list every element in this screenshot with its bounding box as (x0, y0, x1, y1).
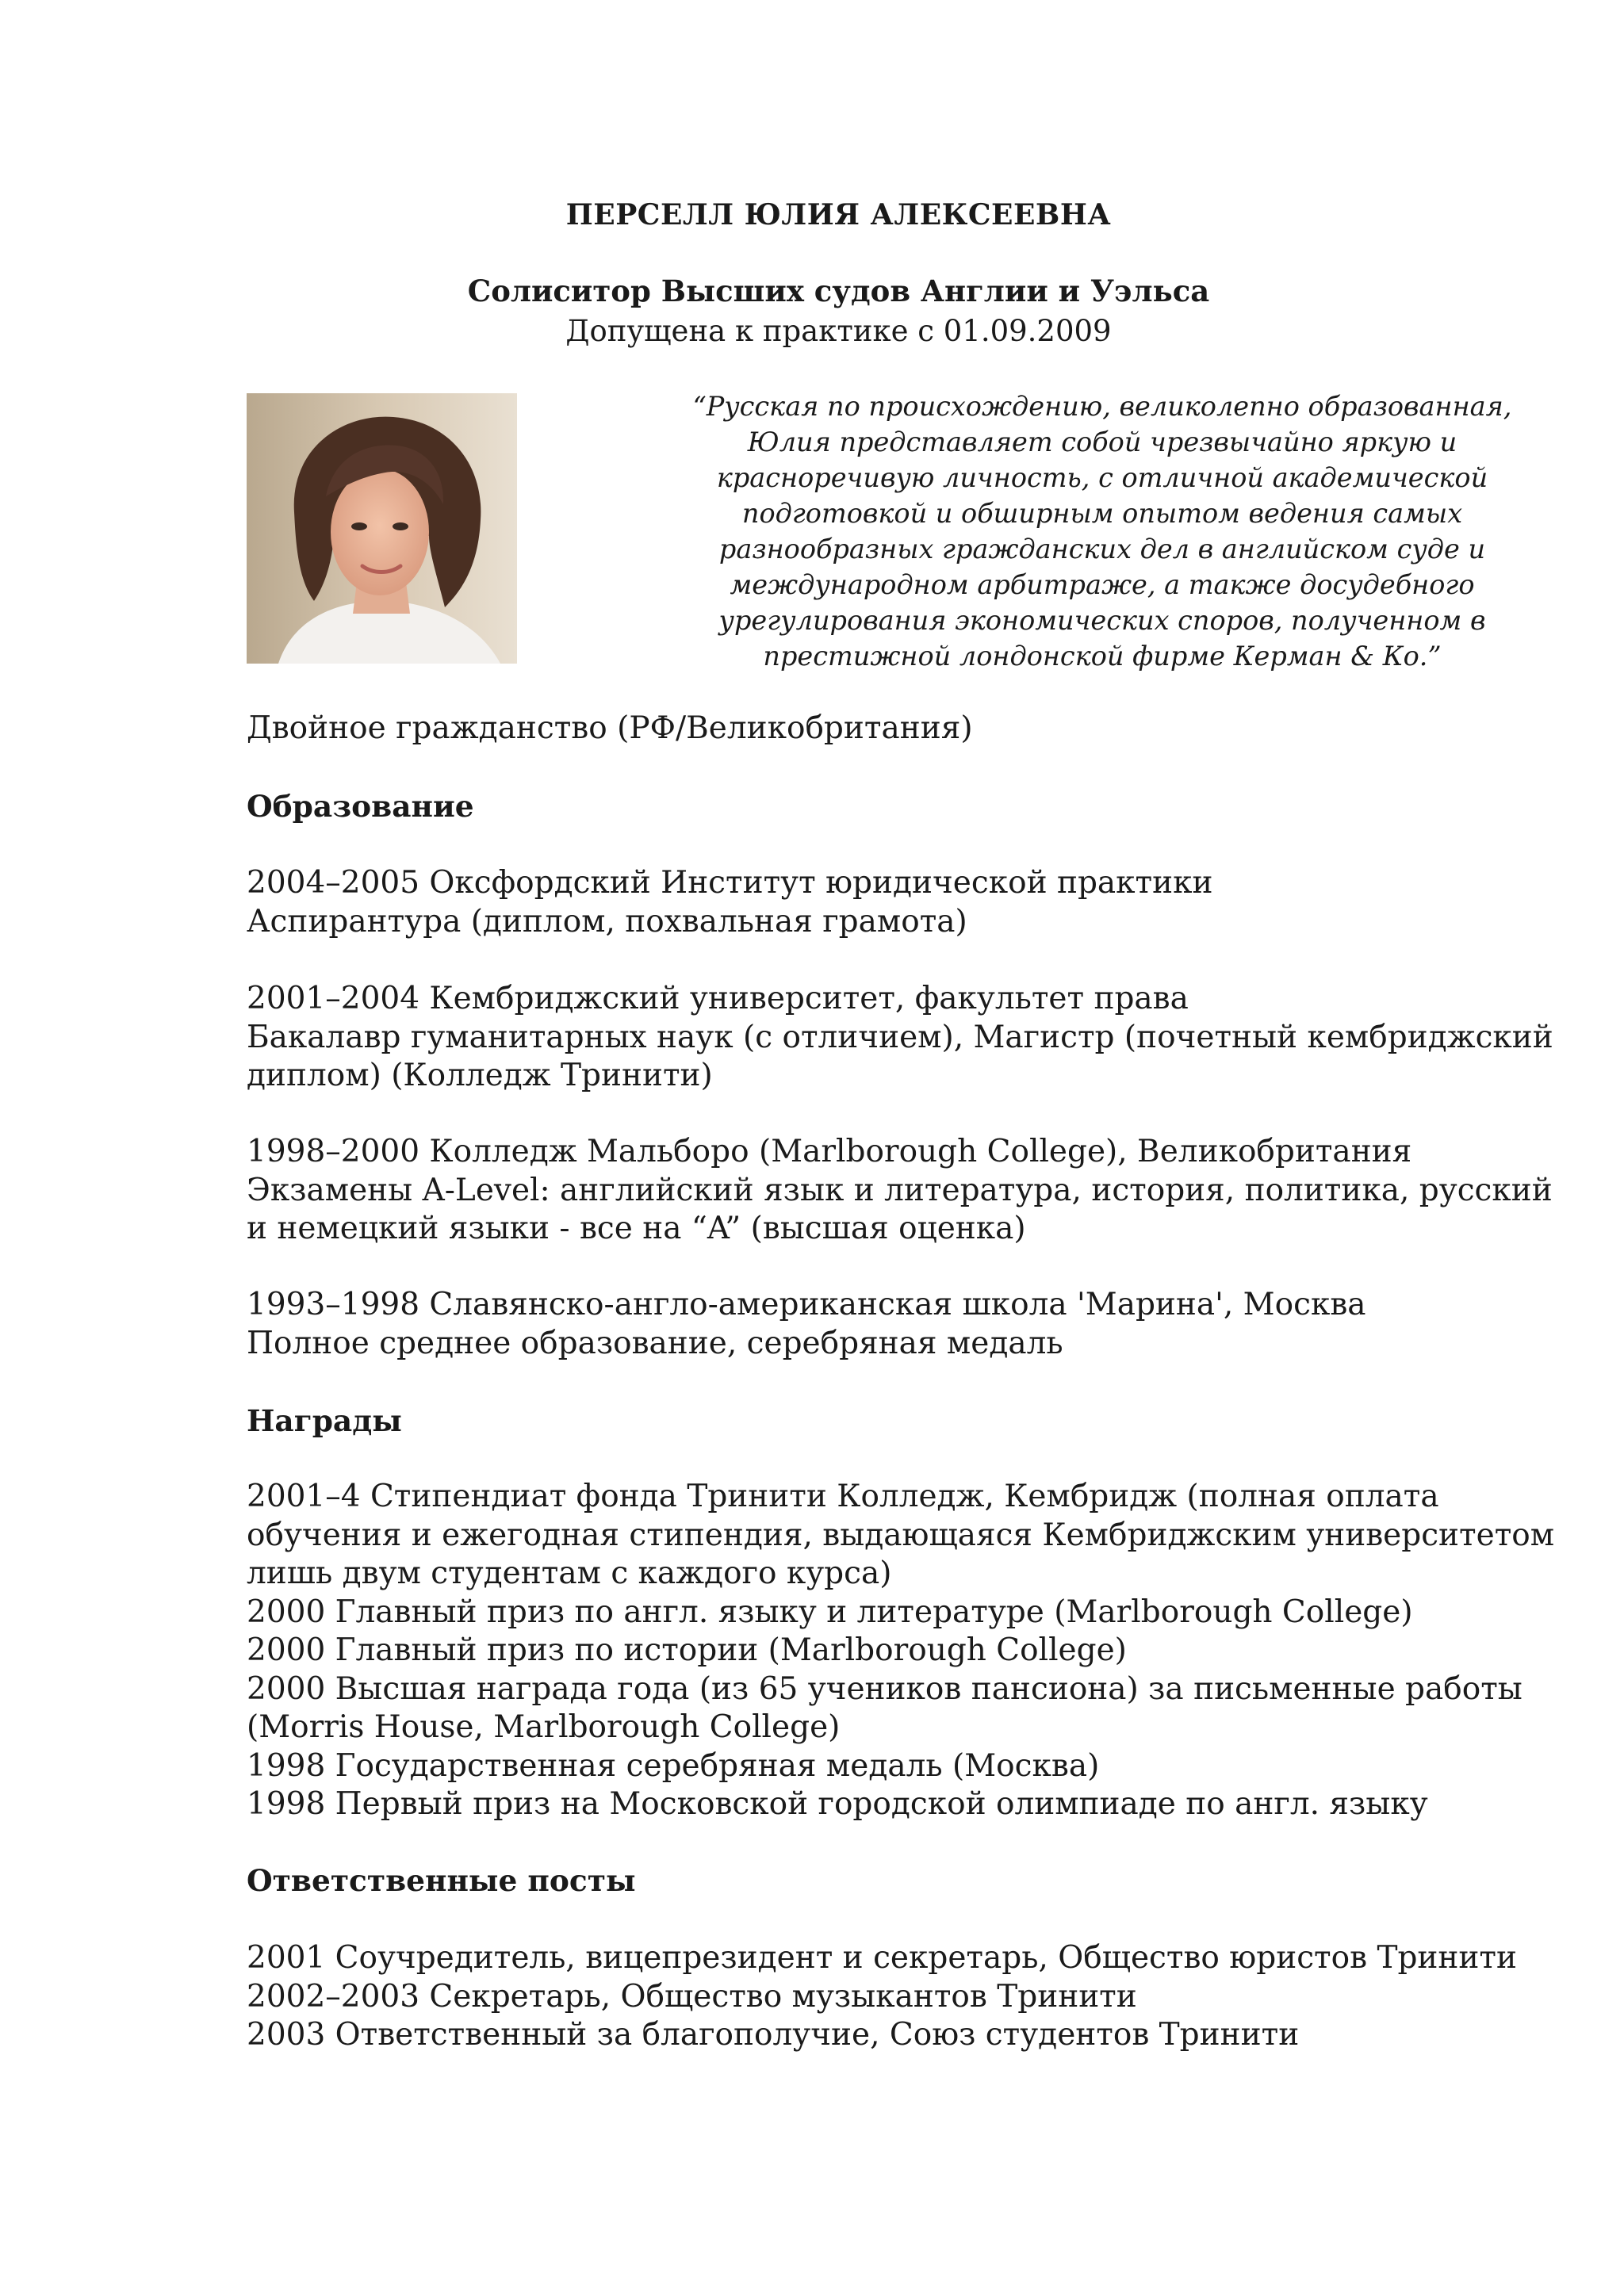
education-line: и немецкий языки - все на “A” (высшая оценка) (247, 1211, 1026, 1246)
quote-line: “Русская по происхождению, великолепно образованная, (692, 391, 1512, 422)
awards-heading: Награды (247, 1403, 402, 1438)
quote-line: урегулирования экономических споров, полученном в (718, 605, 1486, 636)
person-name: ПЕРСЕЛЛ ЮЛИЯ АЛЕКСЕЕВНА (565, 198, 1112, 232)
education-entry (247, 1133, 1553, 1249)
education-line: 2001–2004 Кембриджский университет, факультет права (247, 981, 1189, 1016)
posts-list (247, 1939, 1517, 2055)
awards-list (247, 1478, 1555, 1824)
quote-line: разнообразных гражданских дел в английском суде и (718, 534, 1486, 564)
quote-line: престижной лондонской фирме Керман & Ко.” (763, 641, 1442, 672)
award-line: обучения и ежегодная стипендия, выдающаяся Кембриджским университетом (247, 1517, 1555, 1553)
education-entry (247, 864, 1452, 941)
education-line: диплом) (Колледж Тринити) (247, 1058, 713, 1093)
award-line: (Morris House, Marlborough College) (247, 1709, 841, 1745)
award-line: 2001–4 Стипендиат фонда Тринити Колледж, Кембридж (полная оплата (247, 1479, 1439, 1514)
education-heading: Образование (247, 789, 474, 824)
education-line: 2004–2005 Оксфордский Институт юридической практики (247, 865, 1213, 901)
award-line: 2000 Главный приз по истории (Marlborough College) (247, 1632, 1127, 1668)
testimonial-quote (626, 388, 1578, 674)
professional-title: Солиситор Высших судов Англии и Уэльса (467, 274, 1210, 308)
admission-date: Допущена к практике с 01.09.2009 (565, 314, 1112, 348)
education-line: Полное среднее образование, серебряная медаль (247, 1325, 1063, 1361)
award-line: 1998 Первый приз на Московской городской олимпиаде по англ. языку (247, 1786, 1428, 1822)
education-line: 1998–2000 Колледж Мальборо (Marlborough College), Великобритания (247, 1134, 1412, 1169)
post-line: 2003 Ответственный за благополучие, Союз студентов Тринити (247, 2017, 1300, 2053)
education-line: Аспирантура (диплом, похвальная грамота) (247, 903, 967, 939)
quote-line: международном арбитраже, а также досудебного (730, 569, 1475, 600)
award-line: 1998 Государственная серебряная медаль (Москва) (247, 1747, 1100, 1784)
education-line: Бакалавр гуманитарных наук (с отличием), Магистр (почетный кембриджский (247, 1019, 1553, 1055)
award-line: лишь двум студентам с каждого курса) (247, 1556, 892, 1591)
post-line: 2002–2003 Секретарь, Общество музыкантов Тринити (247, 1978, 1137, 2015)
award-line: 2000 Главный приз по англ. языку и литературе (Marlborough College) (247, 1594, 1413, 1630)
citizenship: Двойное гражданство (РФ/Великобритания) (247, 710, 973, 746)
quote-line: Юлия представляет собой чрезвычайно яркую и (747, 427, 1457, 457)
quote-line: красноречивую личность, с отличной академической (716, 462, 1488, 493)
portrait-photo (247, 393, 517, 664)
post-line: 2001 Соучредитель, вицепрезидент и секретарь, Общество юристов Тринити (247, 1940, 1517, 1976)
quote-line: подготовкой и обширным опытом ведения самых (741, 498, 1463, 529)
education-entry (247, 980, 1553, 1096)
education-line: Экзамены A-Level: английский язык и литература, история, политика, русский (247, 1172, 1553, 1208)
posts-heading: Ответственные посты (247, 1863, 636, 1898)
education-entry (247, 1286, 1452, 1363)
education-line: 1993–1998 Славянско-англо-американская школа 'Марина', Москва (247, 1287, 1366, 1322)
award-line: 2000 Высшая награда года (из 65 учеников пансиона) за письменные работы (247, 1670, 1522, 1707)
